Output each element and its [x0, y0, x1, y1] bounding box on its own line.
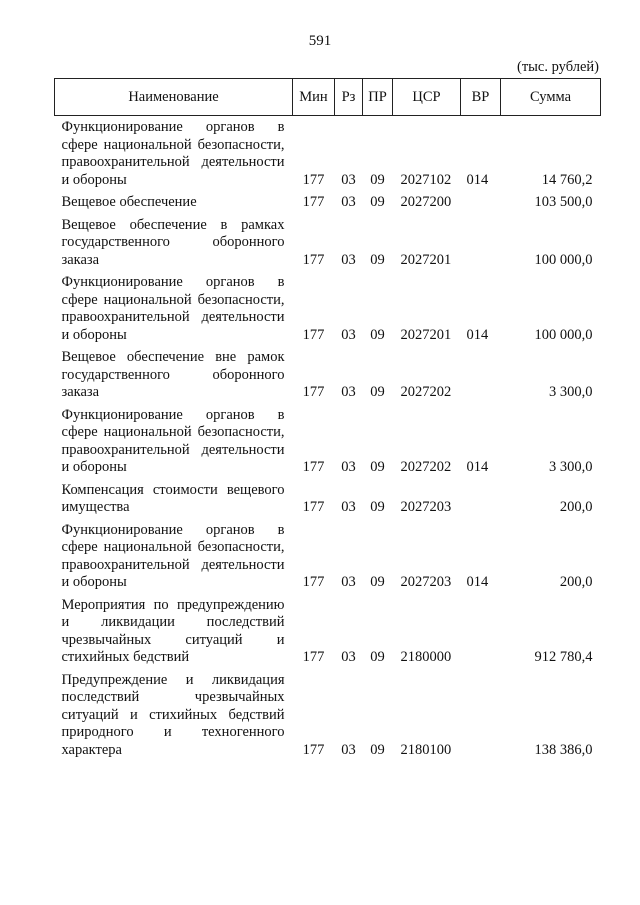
cell-vr — [461, 212, 501, 270]
cell-pr: 09 — [370, 649, 385, 665]
table-row — [55, 189, 601, 212]
table-row — [55, 116, 601, 190]
cell-min: 177 — [302, 574, 325, 590]
cell-min: 177 — [302, 741, 325, 758]
page-number: 591 — [308, 33, 332, 49]
cell-csr: 2027200 — [400, 194, 452, 210]
cell-pr: 09 — [370, 251, 385, 268]
cell-pr: 09 — [370, 459, 385, 475]
cell-csr: 2027102 — [400, 171, 452, 188]
cell-sum: 14 760,2 — [541, 171, 593, 188]
cell-csr: 2027202 — [400, 384, 452, 400]
cell-csr: 2180000 — [400, 649, 452, 665]
cell-name: Вещевое обеспечение в рамках государственного оборонного заказа — [61, 216, 285, 268]
cell-csr: 2027203 — [400, 574, 452, 590]
table-row — [55, 344, 601, 402]
header-name: Наименование — [55, 79, 293, 116]
cell-sum: 100 000,0 — [534, 326, 593, 343]
cell-rz: 03 — [341, 741, 356, 758]
cell-csr: 2180100 — [400, 741, 452, 758]
table-row — [55, 269, 601, 344]
header-pr: ПР — [363, 79, 393, 116]
cell-sum: 200,0 — [559, 499, 593, 515]
cell-min: 177 — [302, 459, 325, 475]
cell-rz: 03 — [341, 649, 356, 665]
cell-csr: 2027201 — [400, 251, 452, 268]
cell-name: Функционирование органов в сфере национальной безопасности, правоохранительной деятельности и обороны — [61, 274, 285, 343]
cell-sum: 103 500,0 — [534, 194, 593, 210]
table-row — [55, 212, 601, 270]
cell-min: 177 — [302, 251, 325, 268]
table-header-row — [55, 79, 601, 116]
cell-rz: 03 — [341, 384, 356, 400]
header-sum: Сумма — [501, 79, 601, 116]
cell-pr: 09 — [370, 574, 385, 590]
cell-pr: 09 — [370, 326, 385, 343]
cell-vr: 014 — [466, 574, 489, 590]
budget-table — [54, 78, 601, 759]
header-rz: Рз — [335, 79, 363, 116]
cell-vr — [461, 477, 501, 517]
cell-name: Вещевое обеспечение — [61, 194, 197, 210]
cell-rz: 03 — [341, 574, 356, 590]
cell-rz: 03 — [341, 326, 356, 343]
table-row — [55, 667, 601, 760]
cell-min: 177 — [302, 171, 325, 188]
cell-pr: 09 — [370, 741, 385, 758]
cell-sum: 100 000,0 — [534, 251, 593, 268]
cell-min: 177 — [302, 649, 325, 665]
cell-min: 177 — [302, 499, 325, 515]
table-row — [55, 592, 601, 667]
cell-pr: 09 — [370, 171, 385, 188]
table-row — [55, 477, 601, 517]
table-row — [55, 402, 601, 477]
header-min: Мин — [293, 79, 335, 116]
cell-min: 177 — [302, 194, 325, 210]
cell-name: Предупреждение и ликвидация последствий чрезвычайных ситуаций и стихийных бедствий природного и техногенного характера — [61, 671, 285, 758]
cell-rz: 03 — [341, 194, 356, 210]
cell-sum: 138 386,0 — [534, 741, 593, 758]
table-row — [55, 517, 601, 592]
cell-name: Функционирование органов в сфере национальной безопасности, правоохранительной деятельности и обороны — [61, 406, 285, 475]
header-vr: ВР — [461, 79, 501, 116]
cell-name: Функционирование органов в сфере национальной безопасности, правоохранительной деятельности и обороны — [61, 521, 285, 590]
cell-sum: 200,0 — [559, 574, 593, 590]
cell-name: Компенсация стоимости вещевого имущества — [61, 481, 285, 515]
cell-sum: 3 300,0 — [549, 459, 593, 475]
cell-rz: 03 — [341, 459, 356, 475]
cell-name: Мероприятия по предупреждению и ликвидации последствий чрезвычайных ситуаций и стихийных бедствий — [61, 596, 285, 665]
cell-sum: 3 300,0 — [549, 384, 593, 400]
cell-min: 177 — [302, 384, 325, 400]
header-csr: ЦСР — [393, 79, 461, 116]
cell-pr: 09 — [370, 499, 385, 515]
cell-vr: 014 — [466, 171, 489, 188]
cell-vr: 014 — [466, 326, 489, 343]
cell-csr: 2027201 — [400, 326, 452, 343]
cell-rz: 03 — [341, 251, 356, 268]
cell-csr: 2027202 — [400, 459, 452, 475]
cell-rz: 03 — [341, 171, 356, 188]
cell-pr: 09 — [370, 194, 385, 210]
cell-name: Функционирование органов в сфере национальной безопасности, правоохранительной деятельности и обороны — [61, 119, 285, 188]
units-label: (тыс. рублей) — [517, 59, 599, 75]
cell-rz: 03 — [341, 499, 356, 515]
cell-csr: 2027203 — [400, 499, 452, 515]
table-body — [55, 116, 601, 760]
cell-vr — [461, 592, 501, 667]
cell-name: Вещевое обеспечение вне рамок государственного оборонного заказа — [61, 349, 285, 400]
cell-vr — [461, 344, 501, 402]
cell-vr — [461, 189, 501, 212]
cell-sum: 912 780,4 — [534, 649, 593, 665]
cell-pr: 09 — [370, 384, 385, 400]
cell-min: 177 — [302, 326, 325, 343]
cell-vr — [461, 667, 501, 760]
cell-vr: 014 — [466, 459, 489, 475]
